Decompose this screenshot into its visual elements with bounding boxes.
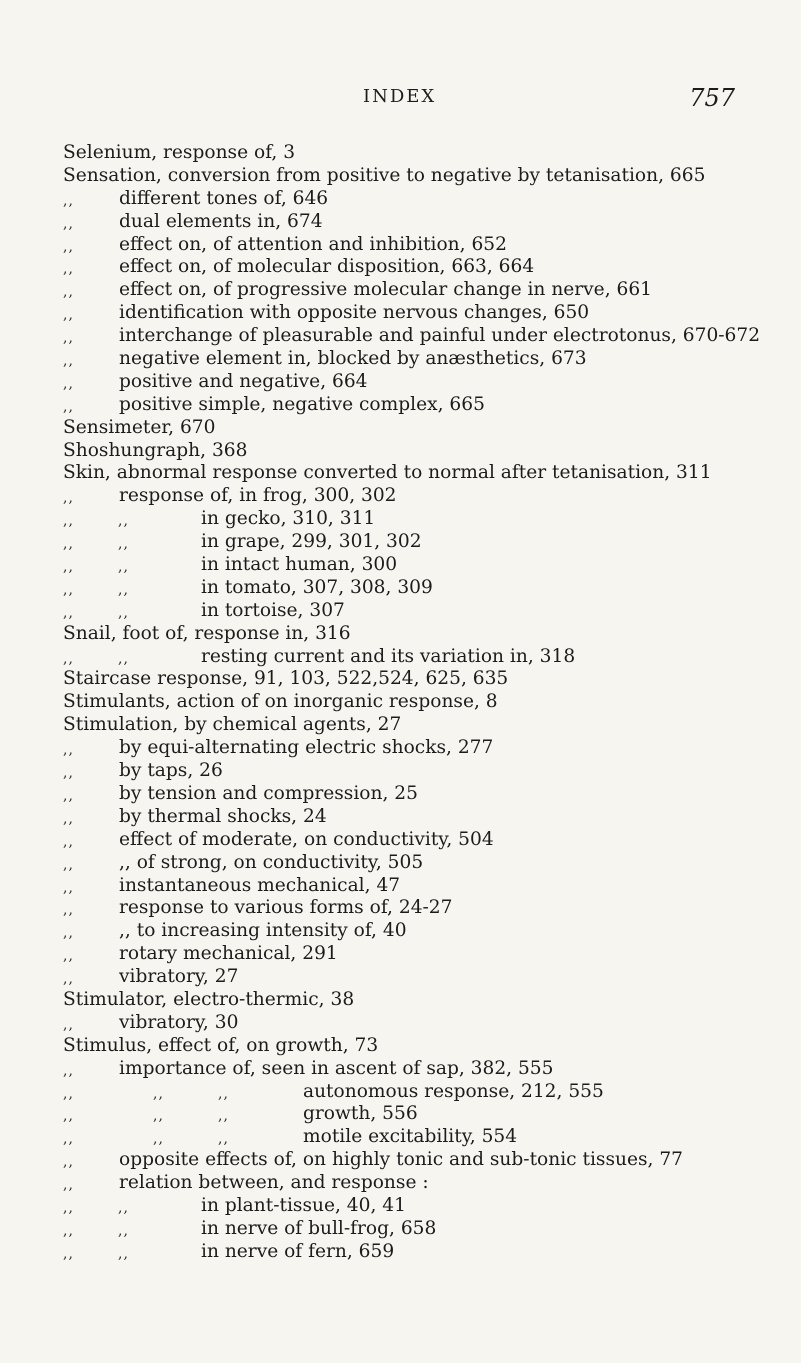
index-entry-text: instantaneous mechanical, 47 <box>119 874 401 896</box>
index-entry <box>63 325 793 348</box>
index-entry-text: in tomato, 307, 308, 309 <box>201 576 433 598</box>
index-entry <box>63 1149 793 1172</box>
index-entry <box>63 966 793 989</box>
index-entry-text: ,, to increasing intensity of, 40 <box>119 920 407 942</box>
page-number: 757 <box>689 84 735 112</box>
index-entry <box>63 897 793 920</box>
ditto-mark: ,, <box>63 1062 74 1079</box>
ditto-mark: ,, <box>63 1085 74 1102</box>
ditto-mark: ,, <box>118 1222 129 1239</box>
index-entry-text: positive simple, negative complex, 665 <box>119 393 485 415</box>
ditto-mark: ,, <box>63 559 74 576</box>
index-entry <box>63 371 793 394</box>
index-entry-text: by tension and compression, 25 <box>119 782 418 804</box>
ditto-mark: ,, <box>63 536 74 553</box>
index-entry <box>63 279 793 302</box>
ditto-mark: ,, <box>63 856 74 873</box>
index-entry <box>63 1058 793 1081</box>
ditto-mark: ,, <box>63 765 74 782</box>
index-entry <box>63 1126 793 1149</box>
ditto-mark: ,, <box>118 559 129 576</box>
index-entry <box>63 760 793 783</box>
ditto-mark: ,, <box>63 1245 74 1262</box>
ditto-mark: ,, <box>63 1016 74 1033</box>
index-entry <box>63 462 793 485</box>
running-head <box>0 86 801 110</box>
index-entry-text: growth, 556 <box>303 1103 418 1125</box>
ditto-mark: ,, <box>63 902 74 919</box>
ditto-mark: ,, <box>63 833 74 850</box>
index-entry-text: rotary mechanical, 291 <box>119 943 338 965</box>
index-entry-text: importance of, seen in ascent of sap, 382, 555 <box>119 1057 554 1079</box>
ditto-mark: ,, <box>63 353 74 370</box>
ditto-mark: ,, <box>118 650 129 667</box>
index-entry-text: effect on, of attention and inhibition, 652 <box>119 233 507 255</box>
index-entry-text: by thermal shocks, 24 <box>119 805 327 827</box>
ditto-mark: ,, <box>118 1245 129 1262</box>
ditto-mark: ,, <box>63 1222 74 1239</box>
index-entry <box>63 234 793 257</box>
index-entry <box>63 165 793 188</box>
ditto-mark: ,, <box>63 1177 74 1194</box>
ditto-mark: ,, <box>63 810 74 827</box>
index-entry <box>63 188 793 211</box>
index-entry-text: Stimulation, by chemical agents, 27 <box>63 714 402 736</box>
index-entry <box>63 440 793 463</box>
ditto-mark: ,, <box>63 330 74 347</box>
index-entry <box>63 691 793 714</box>
index-entry-text: in plant-tissue, 40, 41 <box>201 1194 406 1216</box>
index-entry <box>63 668 793 691</box>
index-entry-text: Skin, abnormal response converted to normal after tetanisation, 311 <box>63 462 712 484</box>
index-entry <box>63 256 793 279</box>
ditto-mark: ,, <box>63 513 74 530</box>
index-entry-text: motile excitability, 554 <box>303 1126 518 1148</box>
index-entry <box>63 1012 793 1035</box>
index-entry <box>63 1081 793 1104</box>
index-entry-text: Stimulator, electro-thermic, 38 <box>63 988 355 1010</box>
ditto-mark: ,, <box>218 1131 229 1148</box>
index-entry <box>63 348 793 371</box>
index-entry <box>63 302 793 325</box>
index-entries <box>63 142 793 1264</box>
index-entry-text: effect of moderate, on conductivity, 504 <box>119 828 494 850</box>
index-entry-text: relation between, and response : <box>119 1172 429 1194</box>
index-entry-text: Stimulants, action of on inorganic response, 8 <box>63 691 498 713</box>
ditto-mark: ,, <box>63 284 74 301</box>
ditto-mark: ,, <box>63 742 74 759</box>
index-entry-text: dual elements in, 674 <box>119 210 323 232</box>
index-entry <box>63 508 793 531</box>
index-entry-text: Staircase response, 91, 103, 522,524, 625, 635 <box>63 668 509 690</box>
index-entry <box>63 806 793 829</box>
index-entry <box>63 1172 793 1195</box>
ditto-mark: ,, <box>63 238 74 255</box>
ditto-mark: ,, <box>63 192 74 209</box>
index-entry-text: different tones of, 646 <box>119 187 329 209</box>
index-entry-text: negative element in, blocked by anæsthetics, 673 <box>119 348 587 370</box>
ditto-mark: ,, <box>63 215 74 232</box>
index-entry-text: Selenium, response of, 3 <box>63 142 296 163</box>
index-entry-text: autonomous response, 212, 555 <box>303 1080 604 1102</box>
index-entry <box>63 485 793 508</box>
index-entry <box>63 577 793 600</box>
ditto-mark: ,, <box>118 581 129 598</box>
index-entry-text: response to various forms of, 24-27 <box>119 897 453 919</box>
index-entry-text: identification with opposite nervous changes, 650 <box>119 302 590 324</box>
index-entry <box>63 1103 793 1126</box>
index-entry-text: in nerve of fern, 659 <box>201 1240 395 1262</box>
index-entry-text: vibratory, 27 <box>119 966 239 988</box>
index-entry <box>63 600 793 623</box>
index-entry-text: effect on, of molecular disposition, 663, 664 <box>119 256 535 278</box>
ditto-mark: ,, <box>63 1154 74 1171</box>
ditto-mark: ,, <box>153 1108 164 1125</box>
index-entry <box>63 531 793 554</box>
ditto-mark: ,, <box>218 1108 229 1125</box>
index-entry-text: interchange of pleasurable and painful under electrotonus, 670-672 <box>119 325 761 347</box>
index-entry <box>63 1218 793 1241</box>
ditto-mark: ,, <box>63 971 74 988</box>
page-title: INDEX <box>363 86 437 107</box>
index-entry-text: in gecko, 310, 311 <box>201 508 376 530</box>
ditto-mark: ,, <box>153 1131 164 1148</box>
ditto-mark: ,, <box>63 1131 74 1148</box>
index-entry <box>63 623 793 646</box>
index-entry <box>63 554 793 577</box>
index-entry-text: opposite effects of, on highly tonic and sub-tonic tissues, 77 <box>119 1149 684 1171</box>
ditto-mark: ,, <box>63 604 74 621</box>
index-entry <box>63 646 793 669</box>
index-entry <box>63 989 793 1012</box>
ditto-mark: ,, <box>63 1108 74 1125</box>
index-entry-text: resting current and its variation in, 318 <box>201 645 576 667</box>
index-entry <box>63 783 793 806</box>
ditto-mark: ,, <box>63 879 74 896</box>
ditto-mark: ,, <box>63 261 74 278</box>
index-entry <box>63 714 793 737</box>
index-entry-text: Sensation, conversion from positive to negative by tetanisation, 665 <box>63 164 706 186</box>
ditto-mark: ,, <box>118 513 129 530</box>
index-entry <box>63 852 793 875</box>
ditto-mark: ,, <box>118 536 129 553</box>
index-entry-text: by taps, 26 <box>119 760 223 782</box>
index-entry-text: Sensimeter, 670 <box>63 416 216 438</box>
index-entry-text: in grape, 299, 301, 302 <box>201 531 422 553</box>
index-entry-text: by equi-alternating electric shocks, 277 <box>119 737 494 759</box>
index-entry-text: Snail, foot of, response in, 316 <box>63 622 351 644</box>
index-entry <box>63 943 793 966</box>
index-entry <box>63 1241 793 1264</box>
index-entry <box>63 829 793 852</box>
index-entry <box>63 417 793 440</box>
ditto-mark: ,, <box>63 925 74 942</box>
ditto-mark: ,, <box>63 490 74 507</box>
ditto-mark: ,, <box>63 581 74 598</box>
index-entry <box>63 1035 793 1058</box>
ditto-mark: ,, <box>63 398 74 415</box>
ditto-mark: ,, <box>118 604 129 621</box>
index-entry <box>63 920 793 943</box>
index-entry-text: ,, of strong, on conductivity, 505 <box>119 851 424 873</box>
ditto-mark: ,, <box>118 1199 129 1216</box>
index-entry-text: response of, in frog, 300, 302 <box>119 485 397 507</box>
index-entry <box>63 211 793 234</box>
index-entry-text: in nerve of bull-frog, 658 <box>201 1217 437 1239</box>
index-entry-text: positive and negative, 664 <box>119 370 368 392</box>
index-entry <box>63 875 793 898</box>
ditto-mark: ,, <box>63 307 74 324</box>
ditto-mark: ,, <box>153 1085 164 1102</box>
index-entry <box>63 1195 793 1218</box>
index-entry-text: effect on, of progressive molecular change in nerve, 661 <box>119 279 652 301</box>
ditto-mark: ,, <box>63 787 74 804</box>
ditto-mark: ,, <box>63 1199 74 1216</box>
index-entry-text: Stimulus, effect of, on growth, 73 <box>63 1034 379 1056</box>
ditto-mark: ,, <box>218 1085 229 1102</box>
index-entry <box>63 394 793 417</box>
index-entry-text: vibratory, 30 <box>119 1011 239 1033</box>
index-entry <box>63 142 793 165</box>
index-entry <box>63 737 793 760</box>
ditto-mark: ,, <box>63 948 74 965</box>
index-entry-text: in tortoise, 307 <box>201 599 345 621</box>
ditto-mark: ,, <box>63 375 74 392</box>
ditto-mark: ,, <box>63 650 74 667</box>
index-entry-text: Shoshungraph, 368 <box>63 439 248 461</box>
index-entry-text: in intact human, 300 <box>201 554 398 576</box>
